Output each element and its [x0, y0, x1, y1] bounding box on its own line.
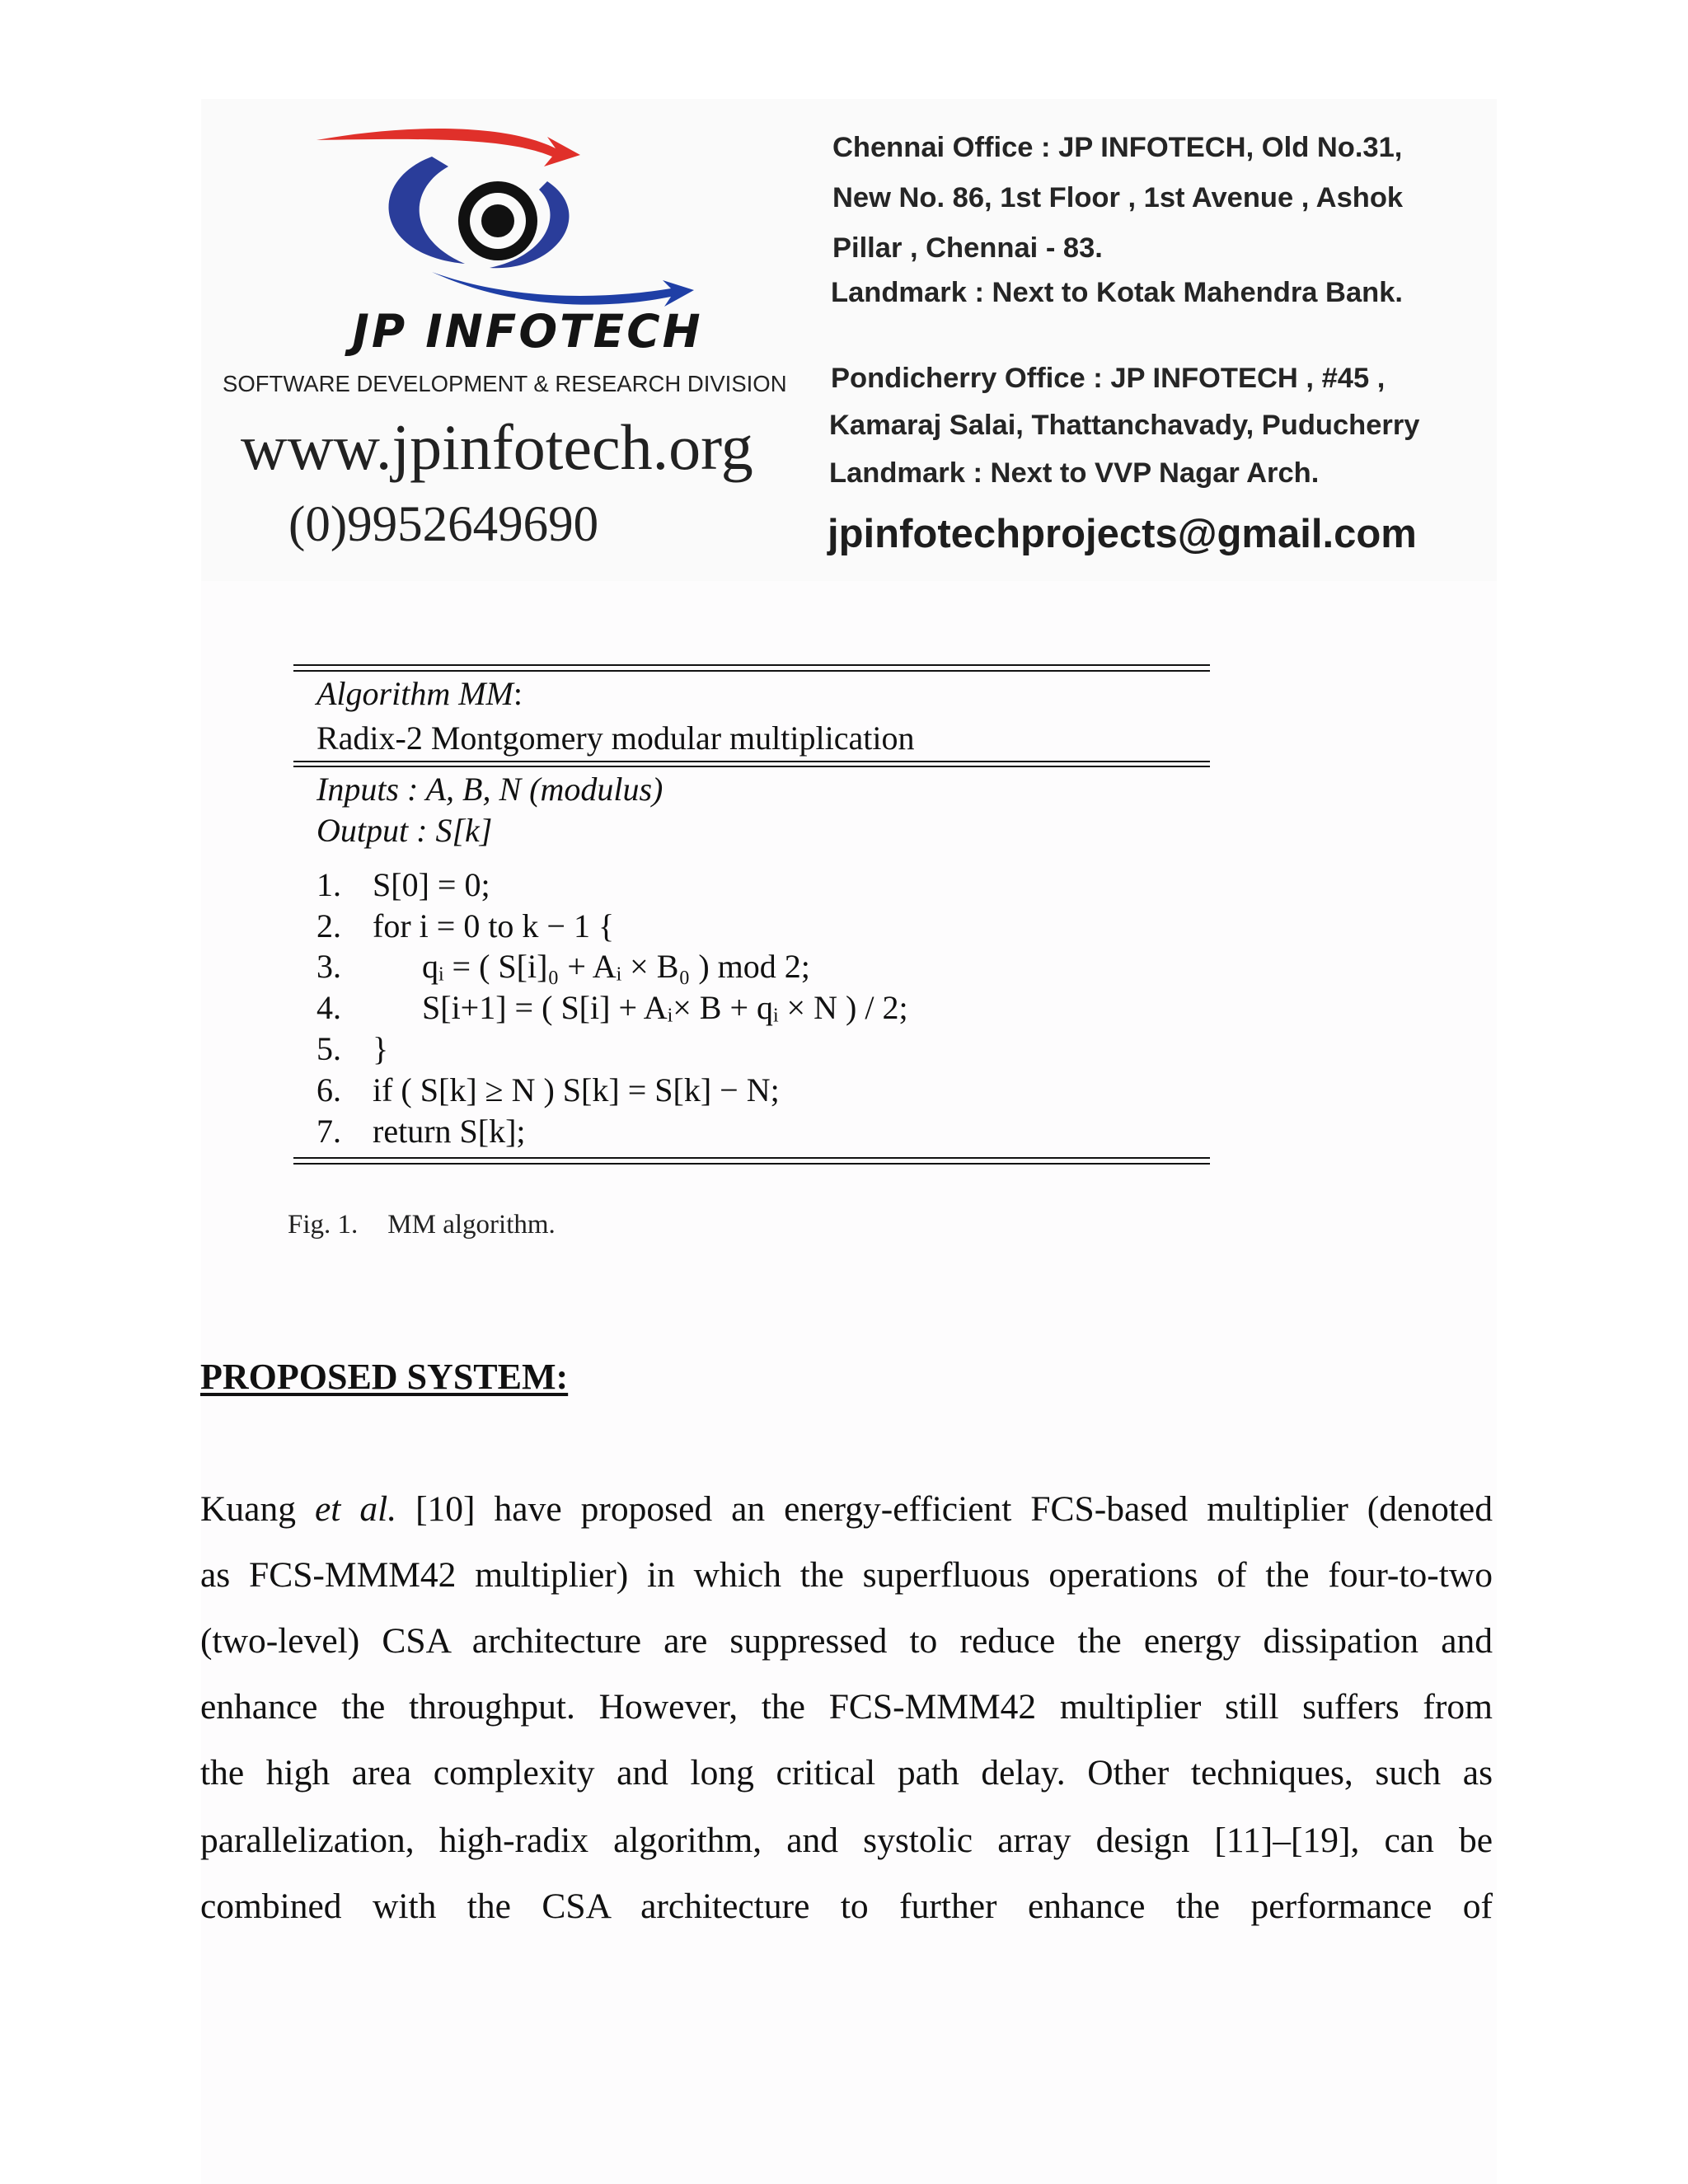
website-url: www.jpinfotech.org	[241, 411, 753, 483]
algorithm-bottom-rule	[293, 1157, 1210, 1159]
figure-caption	[288, 1210, 556, 1240]
chennai-office-landmark: Landmark : Next to Kotak Mahendra Bank.	[831, 277, 1403, 308]
chennai-office-line: Pillar , Chennai - 83.	[832, 232, 1103, 264]
step-number: 4.	[316, 989, 341, 1026]
algorithm-step: S[i+1] = ( S[i] + Aᵢ× B + qᵢ × N ) / 2;	[422, 989, 908, 1026]
algorithm-mid-rule	[293, 766, 1210, 767]
paragraph-line: the high area complexity and long critical path delay. Other techniques, such as	[200, 1753, 1493, 1793]
pondicherry-office-line: Kamaraj Salai, Thattanchavady, Puducherry	[829, 410, 1420, 441]
algorithm-step: return S[k];	[373, 1113, 526, 1150]
algorithm-top-rule	[293, 664, 1210, 666]
step-number: 6.	[316, 1071, 341, 1108]
step-number: 5.	[316, 1030, 341, 1067]
pondicherry-office-landmark: Landmark : Next to VVP Nagar Arch.	[829, 457, 1320, 489]
header-banner	[201, 99, 1497, 581]
step-number: 2.	[316, 907, 341, 944]
paragraph-line: enhance the throughput. However, the FCS-MMM42 multiplier still suffers from	[200, 1687, 1493, 1727]
phone-number: (0)9952649690	[288, 497, 599, 552]
section-heading: PROPOSED SYSTEM:	[200, 1357, 569, 1397]
algorithm-title: Algorithm MM:	[316, 675, 523, 712]
figure-caption-text: MM algorithm.	[387, 1210, 556, 1240]
paragraph-line: as FCS-MMM42 multiplier) in which the superfluous operations of the four-to-two	[200, 1555, 1493, 1595]
algorithm-mid-rule	[293, 761, 1210, 762]
pondicherry-office-line: Pondicherry Office : JP INFOTECH , #45 ,	[831, 363, 1386, 394]
contact-email: jpinfotechprojects@gmail.com	[828, 512, 1417, 556]
algorithm-step: S[0] = 0;	[373, 866, 490, 903]
brand-name: JP INFOTECH	[352, 305, 703, 358]
brand-tagline: SOFTWARE DEVELOPMENT & RESEARCH DIVISION	[223, 371, 787, 396]
step-number: 3.	[316, 948, 341, 985]
algorithm-output: Output : S[k]	[316, 812, 493, 849]
paragraph-line: (two-level) CSA architecture are suppressed to reduce the energy dissipation and	[200, 1621, 1493, 1661]
chennai-office-line: Chennai Office : JP INFOTECH, Old No.31,	[832, 132, 1403, 163]
algorithm-step: }	[373, 1030, 389, 1067]
paragraph-line: parallelization, high-radix algorithm, and systolic array design [11]–[19], can be	[200, 1821, 1493, 1860]
paragraph-line: combined with the CSA architecture to further enhance the performance of	[200, 1886, 1493, 1926]
step-number: 1.	[316, 866, 341, 903]
algorithm-step: if ( S[k] ≥ N ) S[k] = S[k] − N;	[373, 1071, 780, 1108]
algorithm-bottom-rule	[293, 1163, 1210, 1165]
figure-label: Fig. 1.	[288, 1210, 359, 1240]
algorithm-step: for i = 0 to k − 1 {	[373, 907, 615, 944]
algorithm-top-rule	[293, 670, 1210, 672]
jp-infotech-logo-icon	[308, 115, 737, 313]
algorithm-subtitle: Radix-2 Montgomery modular multiplication	[316, 719, 915, 757]
chennai-office-line: New No. 86, 1st Floor , 1st Avenue , Ashok	[832, 182, 1404, 213]
step-number: 7.	[316, 1113, 341, 1150]
algorithm-inputs: Inputs : A, B, N (modulus)	[316, 771, 663, 808]
paragraph-line: Kuang et al. [10] have proposed an energy-efficient FCS-based multiplier (denoted	[200, 1489, 1493, 1529]
algorithm-step: qᵢ = ( S[i]₀ + Aᵢ × B₀ ) mod 2;	[422, 948, 810, 985]
